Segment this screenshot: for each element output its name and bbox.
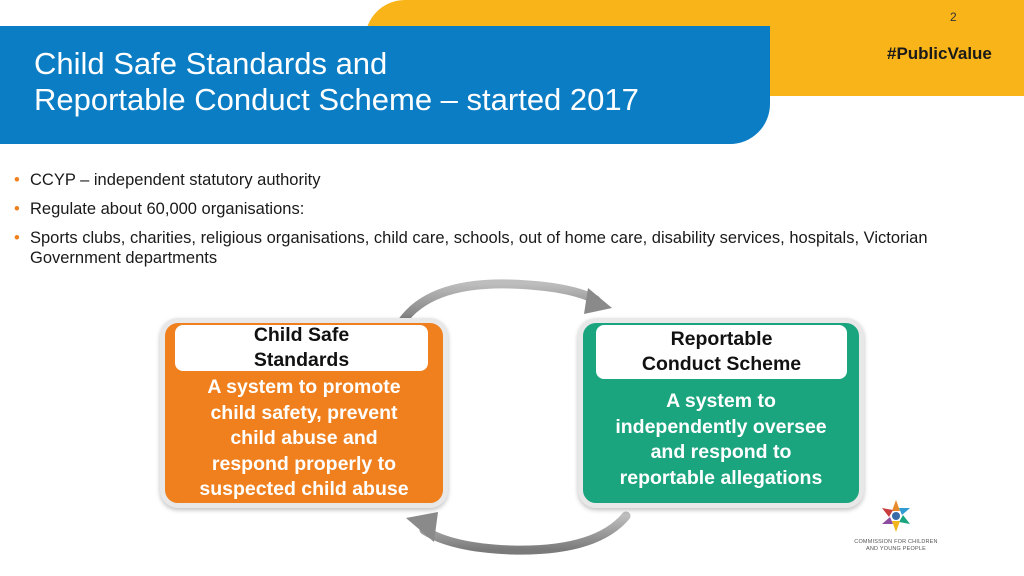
slide-number: 2: [950, 10, 957, 24]
card-text-line: child safety, prevent: [210, 401, 398, 424]
card-title-line: Conduct Scheme: [641, 353, 802, 375]
bullet-item: • CCYP – independent statutory authority: [14, 170, 974, 190]
ccyp-logo: [848, 498, 944, 558]
card-title-line: Reportable: [670, 328, 773, 350]
card-text-line: independently oversee: [615, 415, 827, 438]
reportable-conduct-scheme-card: [578, 318, 864, 508]
logo-text-line: COMMISSION FOR CHILDREN: [854, 539, 938, 545]
bottom-arrow-icon: [406, 512, 626, 550]
card-text-line: A system to: [666, 390, 776, 412]
top-arrow-icon: [402, 284, 612, 322]
card-text-line: respond properly to: [211, 452, 397, 475]
reportable-conduct-scheme-title: [596, 325, 847, 379]
child-safe-standards-title: [175, 325, 428, 371]
child-safe-standards-card: [160, 318, 448, 508]
bullet-item: • Regulate about 60,000 organisations:: [14, 199, 974, 219]
bullet-item: • Sports clubs, charities, religious organisations, child care, schools, out of home care, disability services, hospitals, Victorian Government departments: [14, 228, 974, 268]
slide-title-line-1: Child Safe Standards and: [34, 46, 388, 81]
hashtag-label: #PublicValue: [887, 44, 992, 63]
card-title-line: Standards: [253, 349, 350, 371]
slide-title-line-2: Reportable Conduct Scheme – started 2017: [34, 82, 639, 117]
card-text-line: child abuse and: [230, 427, 378, 449]
child-safe-standards-description: [173, 375, 435, 503]
star-emblem-icon: [876, 498, 916, 534]
reportable-conduct-scheme-description: [591, 389, 851, 491]
card-text-line: reportable allegations: [619, 466, 823, 489]
card-text-line: A system to promote: [207, 376, 401, 398]
card-text-line: and respond to: [650, 441, 792, 463]
logo-text-line: AND YOUNG PEOPLE: [866, 545, 926, 552]
card-title-line: Child Safe: [253, 324, 350, 346]
card-text-line: suspected child abuse: [199, 478, 409, 500]
